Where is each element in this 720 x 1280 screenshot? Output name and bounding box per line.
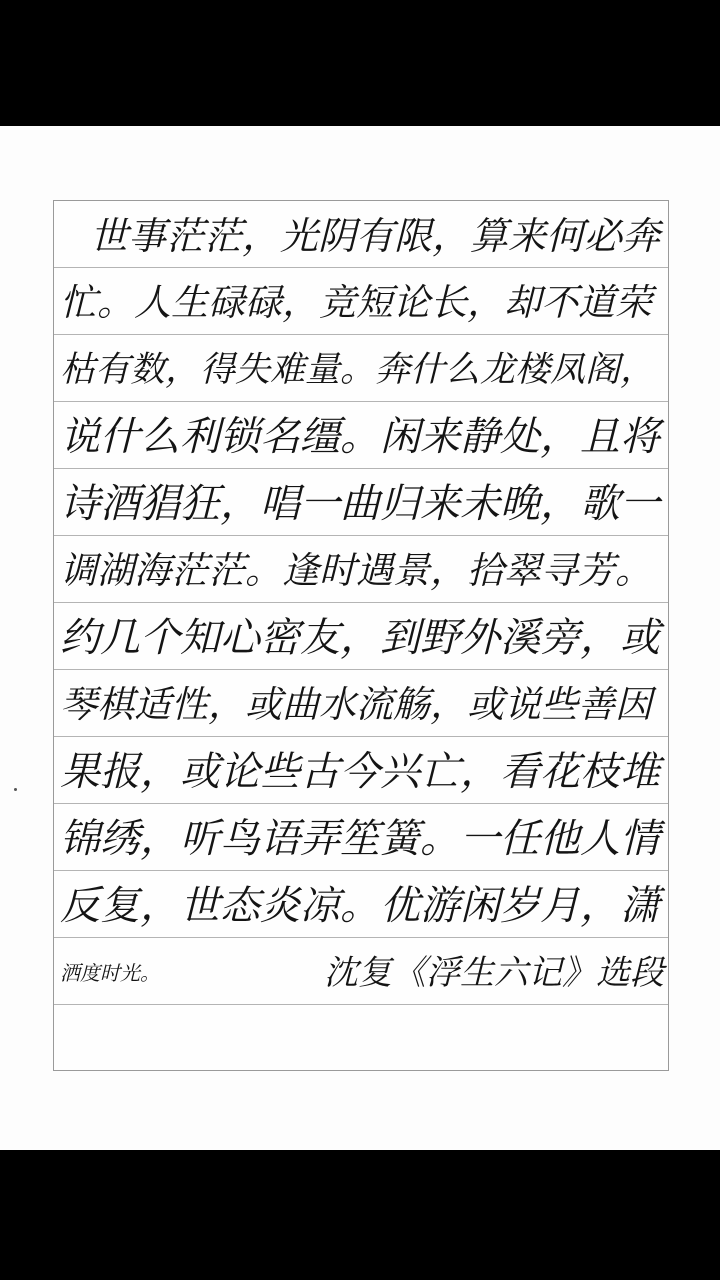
paper-line-10 bbox=[54, 804, 668, 871]
handwritten-line: 果报，或论些古今兴亡，看花枝堆 bbox=[60, 749, 660, 795]
handwritten-line: 诗酒猖狂，唱一曲归来未晚，歌一 bbox=[60, 481, 660, 527]
handwritten-line: 说什么利锁名缰。闲来静处，且将 bbox=[60, 414, 660, 460]
photo-page bbox=[0, 126, 720, 1150]
handwritten-line: 约几个知心密友，到野外溪旁，或 bbox=[60, 615, 660, 661]
paper-line-5 bbox=[54, 469, 668, 536]
paper-line-8 bbox=[54, 670, 668, 737]
ink-dot bbox=[14, 788, 17, 791]
paper-line-3 bbox=[54, 335, 668, 402]
paper-line-13 bbox=[54, 1005, 668, 1072]
handwritten-line: 世事茫茫，光阴有限，算来何必奔 bbox=[90, 214, 661, 258]
paper-line-12 bbox=[54, 938, 668, 1005]
handwritten-line: 锦绣，听鸟语弄笙簧。一任他人情 bbox=[60, 816, 660, 862]
handwritten-line: 调湖海茫茫。逢时遇景，拾翠寻芳。 bbox=[60, 549, 652, 592]
handwritten-line: 忙。人生碌碌，竞短论长，却不道荣 bbox=[60, 281, 652, 324]
signature: 沈复《浮生六记》选段 bbox=[324, 953, 664, 993]
bottom-black-bar bbox=[0, 1150, 720, 1280]
paper-line-9 bbox=[54, 737, 668, 804]
paper-line-4 bbox=[54, 402, 668, 469]
handwritten-line: 洒度时光。 bbox=[60, 961, 160, 985]
top-black-bar bbox=[0, 0, 720, 126]
handwritten-line: 枯有数，得失难量。奔什么龙楼凤阁， bbox=[60, 350, 656, 390]
handwritten-line: 琴棋适性，或曲水流觞，或说些善因 bbox=[60, 683, 652, 726]
paper-line-7 bbox=[54, 603, 668, 670]
paper-line-11 bbox=[54, 871, 668, 938]
paper-line-6 bbox=[54, 536, 668, 603]
lined-paper-sheet bbox=[53, 200, 669, 1071]
paper-line-2 bbox=[54, 268, 668, 335]
handwritten-line: 反复，世态炎凉。优游闲岁月，潇 bbox=[60, 883, 660, 929]
paper-line-1 bbox=[54, 201, 668, 268]
